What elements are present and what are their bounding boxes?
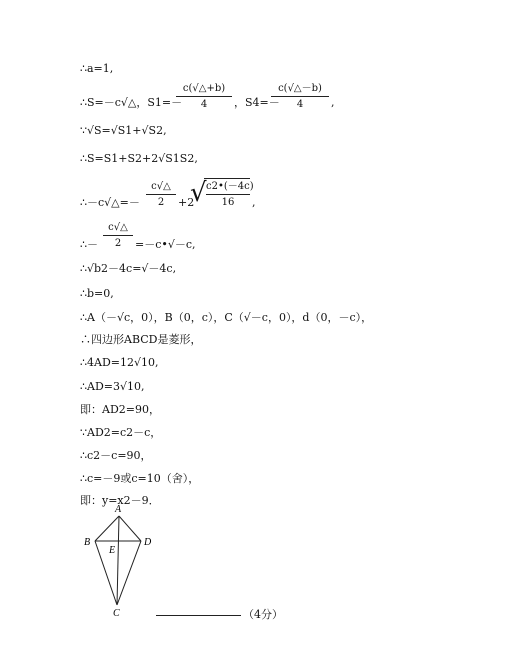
line-b-equals-0: ∴b=0, — [80, 287, 114, 300]
line-s-expansion: ∴S=S1+S2+2√S1S2, — [80, 152, 198, 165]
line-c-equation: ∴c2－c=90， — [80, 449, 152, 462]
label-c: C — [113, 608, 120, 619]
l4-numerator: c√△ — [151, 181, 171, 192]
s1-numerator: c(√△+b) — [182, 83, 226, 94]
label-a: A — [115, 504, 122, 515]
l5-numerator: c√△ — [108, 222, 128, 233]
s4-denominator: 4 — [296, 99, 304, 110]
label-d: D — [144, 537, 152, 548]
l4-plus-two: +2 — [178, 196, 195, 209]
l4-radical-numerator: c2•(－4c) — [206, 181, 254, 192]
line-rhombus: ∴四边形ABCD是菱形， — [80, 333, 202, 346]
l5-rhs: =－c•√－c, — [135, 238, 196, 251]
line-sqrt-s-sum: ∵√S=√S1+√S2, — [80, 124, 167, 137]
edge-ab — [95, 516, 119, 541]
score-label: （4分） — [243, 608, 283, 621]
line-c-solutions: ∴c=－9或c=10（舍）， — [80, 472, 200, 485]
edge-ad — [119, 516, 141, 541]
s1-denominator: 4 — [200, 99, 208, 110]
s4-numerator: c(√△－b) — [278, 83, 322, 94]
line-points: ∴A（－√c，0），B（0，c），C（√－c，0），d（0，－c）， — [80, 311, 373, 324]
label-e: E — [109, 545, 116, 556]
line-discriminant: ∴√b2－4c=√－4c, — [80, 262, 177, 275]
line-ad-squared-c: ∵AD2=c2－c， — [80, 426, 162, 439]
radical-sign: √ — [190, 178, 207, 208]
l4-comma: , — [252, 196, 256, 209]
score-underline — [156, 615, 241, 616]
l5-denominator: 2 — [114, 238, 122, 249]
s4-prefix: ，S4=－ — [234, 96, 280, 109]
line-c-delta: ∴－c√△=－ — [80, 196, 140, 209]
line-a-equals-1: ∴a=1, — [80, 62, 114, 75]
line-ad-value: ∴AD=3√10, — [80, 380, 145, 393]
l4-radical-denominator: 16 — [221, 197, 235, 208]
l4-denominator: 2 — [157, 197, 165, 208]
edge-dc — [117, 541, 141, 605]
label-b: B — [84, 537, 91, 548]
s-line-comma: , — [331, 96, 335, 109]
line-perimeter: ∴4AD=12√10, — [80, 356, 159, 369]
line-half-c-delta-prefix: ∴－ — [80, 238, 98, 251]
line-s-expression: ∴S=－c√△，S1=－ — [80, 96, 183, 109]
line-ad-squared: 即：AD2=90， — [80, 403, 160, 416]
line-final-parabola: 即：y=x2－9． — [80, 494, 160, 507]
diagonal-ac — [117, 516, 119, 605]
